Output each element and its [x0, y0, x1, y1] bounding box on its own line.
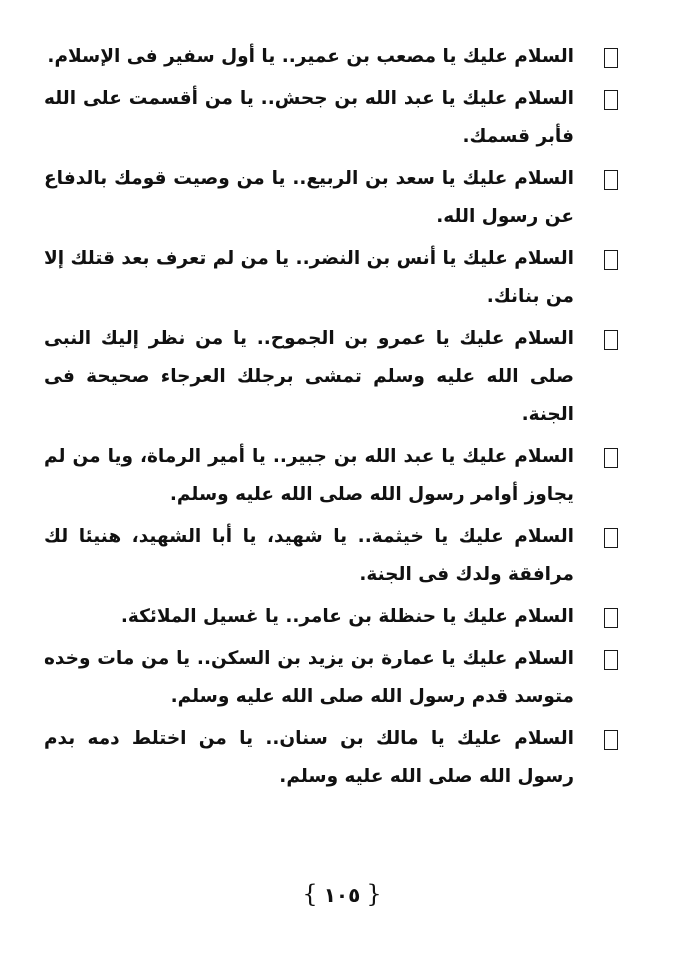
- list-item: [44, 160, 618, 236]
- page-number-value: ١٠٥: [323, 883, 361, 907]
- list-item: [44, 598, 618, 636]
- empty-box-bullet-icon: [604, 730, 618, 750]
- entry-text: السلام عليك يا مصعب بن عمير.. يا أول سفير فى الإسلام.: [47, 46, 574, 67]
- empty-box-bullet-icon: [604, 650, 618, 670]
- page-number: [0, 880, 684, 908]
- list-item: [44, 38, 618, 76]
- list-item: [44, 518, 618, 594]
- list-item: [44, 720, 618, 796]
- entry-text: السلام عليك يا أنس بن النضر.. يا من لم تعرف بعد قتلك إلا من بنانك.: [43, 248, 574, 307]
- entry-text: السلام عليك يا عمارة بن يزيد بن السكن.. يا من مات وخده متوسد قدم رسول الله صلى الله عليه وسلم.: [44, 648, 574, 707]
- empty-box-bullet-icon: [604, 90, 618, 110]
- list-item: [44, 80, 618, 156]
- entry-text: السلام عليك يا مالك بن سنان.. يا من اختلط دمه بدم رسول الله صلى الله عليه وسلم.: [44, 728, 574, 787]
- list-item: [44, 240, 618, 316]
- salutation-list: [44, 38, 618, 800]
- empty-box-bullet-icon: [604, 608, 618, 628]
- list-item: [44, 438, 618, 514]
- empty-box-bullet-icon: [604, 528, 618, 548]
- page-number-close-brace: }: [302, 880, 318, 908]
- list-item: [44, 320, 618, 434]
- entry-text: السلام عليك يا سعد بن الربيع.. يا من وصيت قومك بالدفاع عن رسول الله.: [44, 168, 574, 227]
- entry-text: السلام عليك يا حنظلة بن عامر.. يا غسيل الملائكة.: [120, 606, 574, 627]
- entry-text: السلام عليك يا خيثمة.. يا شهيد، يا أبا الشهيد، هنيئا لك مرافقة ولدك فى الجنة.: [44, 526, 574, 585]
- entry-text: السلام عليك يا عمرو بن الجموح.. يا من نظر إليك النبى صلى الله عليه وسلم تمشى برجلك العرجاء صحيحة فى الجنة.: [44, 328, 574, 425]
- page-number-open-brace: {: [366, 880, 382, 908]
- empty-box-bullet-icon: [604, 170, 618, 190]
- entry-text: السلام عليك يا عبد الله بن جبير.. يا أمير الرماة، ويا من لم يجاوز أوامر رسول الله صلى الله عليه وسلم.: [44, 446, 574, 505]
- entry-text: السلام عليك يا عبد الله بن جحش.. يا من أقسمت على الله فأبر قسمك.: [44, 88, 574, 147]
- empty-box-bullet-icon: [604, 448, 618, 468]
- empty-box-bullet-icon: [604, 330, 618, 350]
- empty-box-bullet-icon: [604, 48, 618, 68]
- list-item: [44, 640, 618, 716]
- empty-box-bullet-icon: [604, 250, 618, 270]
